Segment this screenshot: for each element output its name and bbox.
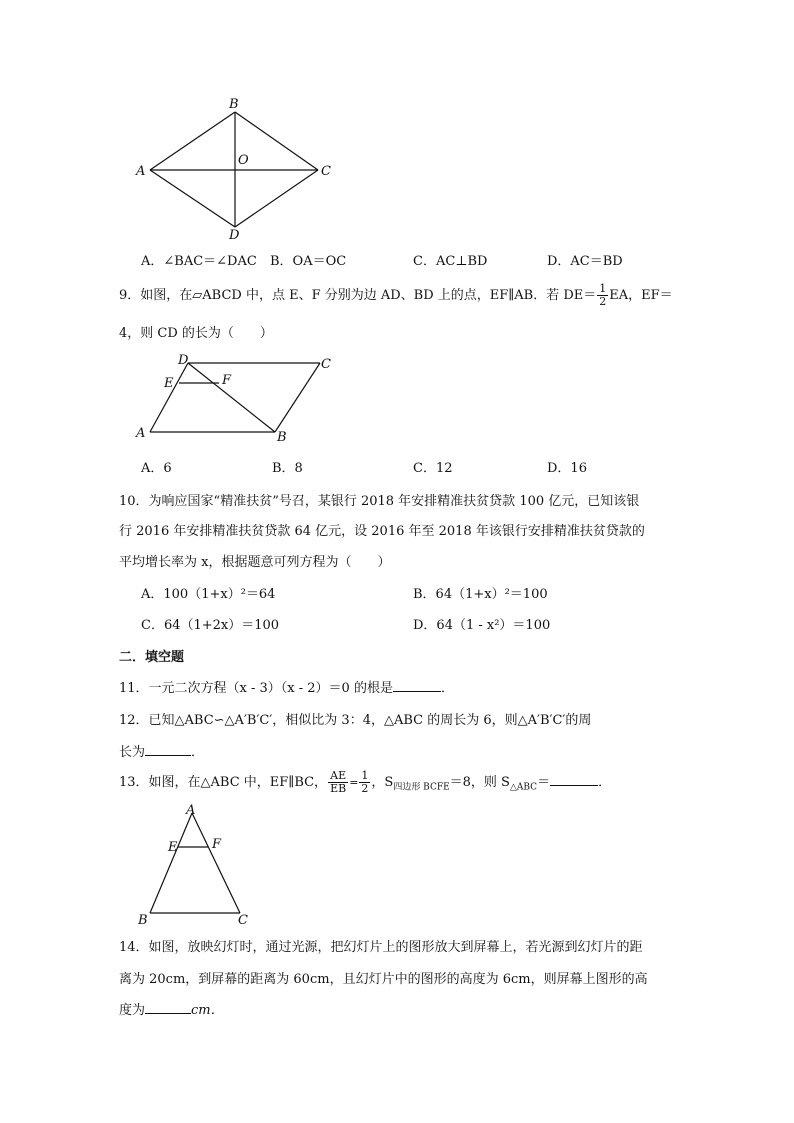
q13-text-c: ＝8，则 S [449, 775, 510, 790]
q8-option-a: A．∠BAC＝∠DAC [141, 254, 257, 269]
q9-fraction [597, 283, 608, 308]
parallelogram-figure [130, 350, 340, 448]
q13-frac2-den: 2 [361, 782, 369, 795]
q9-line-1 [119, 283, 673, 308]
q12-text: 长为 [119, 745, 146, 760]
q9-text-b: EA，EF＝ [609, 288, 673, 303]
q13-sub-abc: △ABC [509, 782, 538, 793]
q8-option-d: D．AC＝BD [547, 254, 623, 269]
para-label-d: D [178, 353, 189, 368]
para-label-c: C [321, 357, 331, 372]
tri-label-e: E [168, 840, 178, 855]
q11-line [119, 677, 454, 696]
q14-line-2: 离为 20cm，到屏幕的距离为 60cm，且幻灯片中的图形的高度为 6cm，则屏幕上图形的高 [119, 972, 648, 987]
q11-answer-blank[interactable] [393, 679, 441, 692]
q13-answer-blank[interactable] [550, 773, 598, 786]
q9-option-c: C．12 [413, 461, 453, 476]
para-label-f: F [222, 373, 232, 388]
q13-text-b: ，S [371, 775, 394, 790]
q11-text: 11．一元二次方程（x - 3）（x - 2）＝0 的根是 [119, 681, 393, 696]
rhombus-label-a: A [136, 164, 146, 179]
q9-frac-num: 1 [599, 282, 607, 295]
para-label-e: E [164, 376, 174, 391]
rhombus-label-d: D [229, 228, 240, 242]
q13-text-d: ＝ [537, 775, 551, 790]
q13-text-a: 13．如图，在△ABC 中，EF∥BC， [119, 775, 328, 790]
q12-end: ． [191, 745, 205, 760]
q13-line [119, 770, 611, 795]
section-2-title: 二．填空题 [119, 650, 185, 665]
q13-fraction-ae-eb [328, 770, 348, 795]
q13-frac-den: EB [330, 782, 347, 795]
q12-line-1: 12．已知△ABC∽△A′B′C′，相似比为 3：4，△ABC 的周长为 6，则△A′B′C′的周 [119, 713, 592, 728]
q13-end: ． [598, 775, 612, 790]
tri-label-f: F [212, 837, 222, 852]
tri-label-b: B [138, 913, 148, 928]
q14-line-1: 14．如图，放映幻灯时，通过光源，把幻灯片上的图形放大到屏幕上，若光源到幻灯片的距 [119, 940, 643, 955]
q13-fraction-half [359, 770, 370, 795]
rhombus-figure [130, 92, 340, 242]
q12-line-2 [119, 741, 204, 760]
q9-option-b: B．8 [272, 461, 303, 476]
rhombus-label-o: O [238, 153, 249, 168]
q9-option-d: D．16 [547, 461, 587, 476]
rhombus-label-b: B [229, 97, 239, 112]
q9-line-2: 4，则 CD 的长为（ ） [119, 326, 273, 341]
q10-option-b: B．64（1+x）²＝100 [413, 587, 548, 602]
q14-text: 度为 [119, 1003, 146, 1018]
q13-frac2-num: 1 [361, 769, 369, 782]
q8-option-b: B．OA＝OC [270, 254, 347, 269]
q14-unit: cm． [191, 1003, 224, 1018]
q10-option-d: D．64（1 - x²）＝100 [413, 618, 551, 633]
para-label-a: A [136, 426, 146, 441]
q10-option-c: C．64（1+2x）＝100 [141, 618, 280, 633]
q13-sub-quad: 四边形 BCFE [393, 782, 450, 793]
q11-end: ． [440, 681, 454, 696]
q10-option-a: A．100（1+x）²＝64 [141, 587, 276, 602]
q13-frac-num: AE [328, 770, 348, 783]
tri-label-a: A [186, 803, 196, 818]
q8-option-c: C．AC⊥BD [413, 254, 488, 269]
q10-line-3: 平均增长率为 x，根据题意可列方程为（ ） [119, 555, 391, 570]
q10-line-1: 10．为响应国家“精准扶贫”号召，某银行 2018 年安排精准扶贫贷款 100 亿元，已知该银 [119, 494, 640, 509]
q12-answer-blank[interactable] [145, 743, 191, 756]
q13-eq: = [349, 776, 359, 789]
q10-line-2: 行 2016 年安排精准扶贫贷款 64 亿元，设 2016 年至 2018 年该银行安排精准扶贫贷款的 [119, 524, 645, 539]
q14-answer-blank[interactable] [145, 1001, 191, 1014]
q9-frac-den: 2 [599, 295, 607, 308]
para-label-b: B [277, 430, 287, 445]
triangle-figure [130, 803, 260, 928]
q9-text-a: 9．如图，在▱ABCD 中，点 E、F 分别为边 AD、BD 上的点，EF∥AB．若 DE＝ [119, 288, 597, 303]
q9-option-a: A．6 [141, 461, 172, 476]
tri-label-c: C [238, 913, 248, 928]
q14-line-3 [119, 999, 224, 1018]
rhombus-label-c: C [321, 164, 331, 179]
